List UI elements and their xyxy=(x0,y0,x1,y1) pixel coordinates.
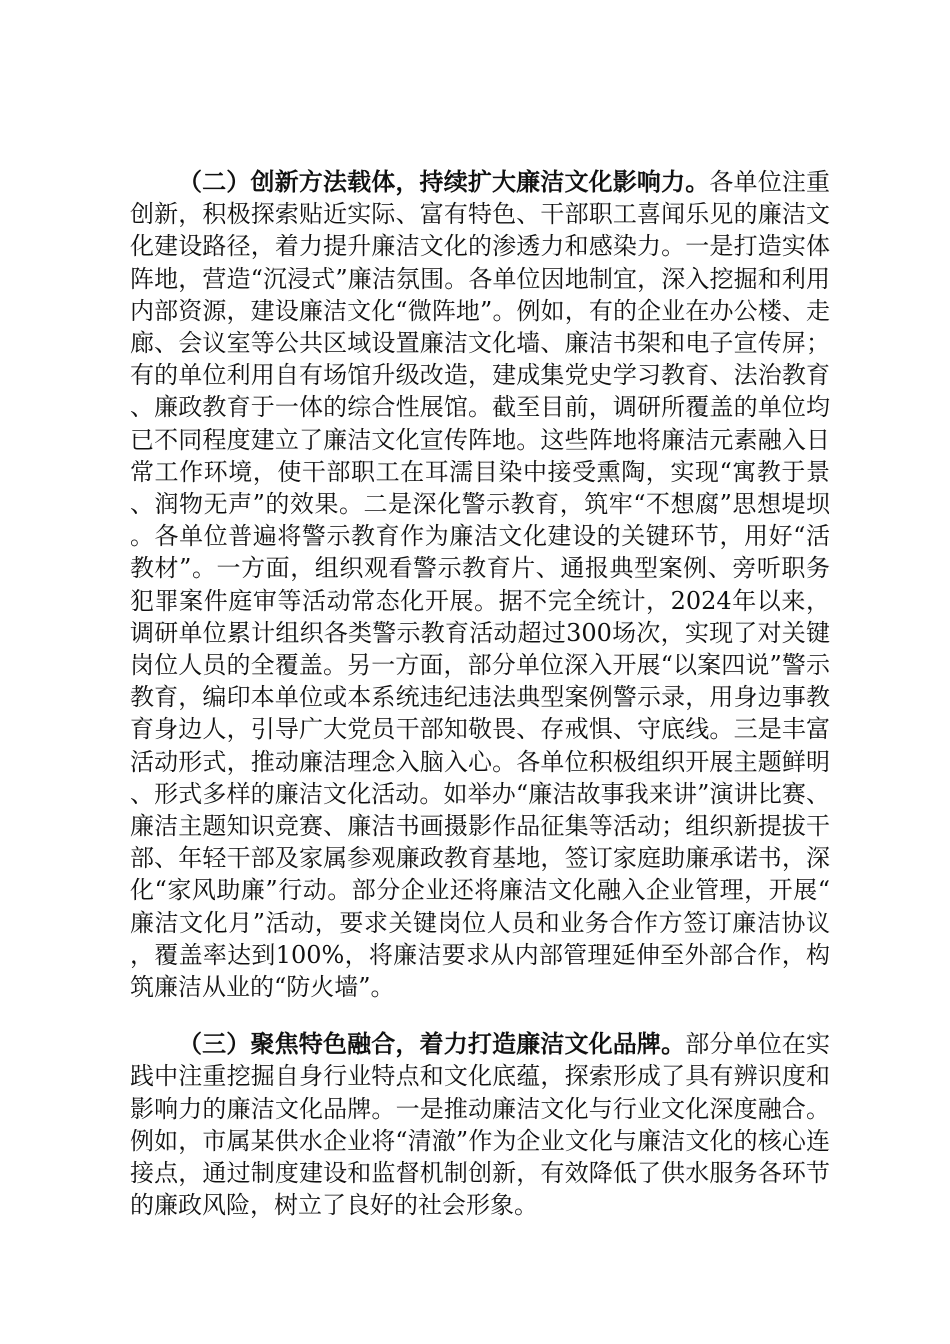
paragraph-innovation xyxy=(130,166,830,1003)
paragraph-body: 各单位注重创新，积极探索贴近实际、富有特色、干部职工喜闻乐见的廉洁文化建设路径，着力提升廉洁文化的渗透力和感染力。一是打造实体阵地，营造“沉浸式”廉洁氛围。各单位因地制宜，深入挖掘和利用内部资源，建设廉洁文化“微阵地”。例如，有的企业在办公楼、走廊、会议室等公共区域设置廉洁文化墙、廉洁书架和电子宣传屏；有的单位利用自有场馆升级改造，建成集党史学习教育、法治教育、廉政教育于一体的综合性展馆。截至目前，调研所覆盖的单位均已不同程度建立了廉洁文化宣传阵地。这些阵地将廉洁元素融入日常工作环境，使干部职工在耳濡目染中接受熏陶，实现“寓教于景、润物无声”的效果。二是深化警示教育，筑牢“不想腐”思想堤坝。各单位普遍将警示教育作为廉洁文化建设的关键环节，用好“活教材”。一方面，组织观看警示教育片、通报典型案例、旁听职务犯罪案件庭审等活动常态化开展。据不完全统计，2024年以来，调研单位累计组织各类警示教育活动超过300场次，实现了对关键岗位人员的全覆盖。另一方面，部分单位深入开展“以案四说”警示教育，编印本单位或本系统违纪违法典型案例警示录，用身边事教育身边人，引导广大党员干部知敬畏、存戒惧、守底线。三是丰富活动形式，推动廉洁理念入脑入心。各单位积极组织开展主题鲜明、形式多样的廉洁文化活动。如举办“廉洁故事我来讲”演讲比赛、廉洁主题知识竞赛、廉洁书画摄影作品征集等活动；组织新提拔干部、年轻干部及家属参观廉政教育基地，签订家庭助廉承诺书，深化“家风助廉”行动。部分企业还将廉洁文化融入企业管理，开展“廉洁文化月”活动，要求关键岗位人员和业务合作方签订廉洁协议，覆盖率达到100%，将廉洁要求从内部管理延伸至外部合作，构筑廉洁从业的“防火墙”。 xyxy=(130,168,831,1002)
document-page xyxy=(130,166,830,1222)
paragraph-body: 部分单位在实践中注重挖掘自身行业特点和文化底蕴，探索形成了具有辨识度和影响力的廉洁文化品牌。一是推动廉洁文化与行业文化深度融合。例如，市属某供水企业将“清澈”作为企业文化与廉洁文化的核心连接点，通过制度建设和监督机制创新，有效降低了供水服务各环节的廉政风险，树立了良好的社会形象。 xyxy=(130,1030,831,1220)
paragraph-heading: （三）聚焦特色融合，着力打造廉洁文化品牌。 xyxy=(178,1029,686,1059)
paragraph-integration xyxy=(130,1028,830,1221)
paragraph-heading: （二）创新方法载体，持续扩大廉洁文化影响力。 xyxy=(178,167,710,196)
